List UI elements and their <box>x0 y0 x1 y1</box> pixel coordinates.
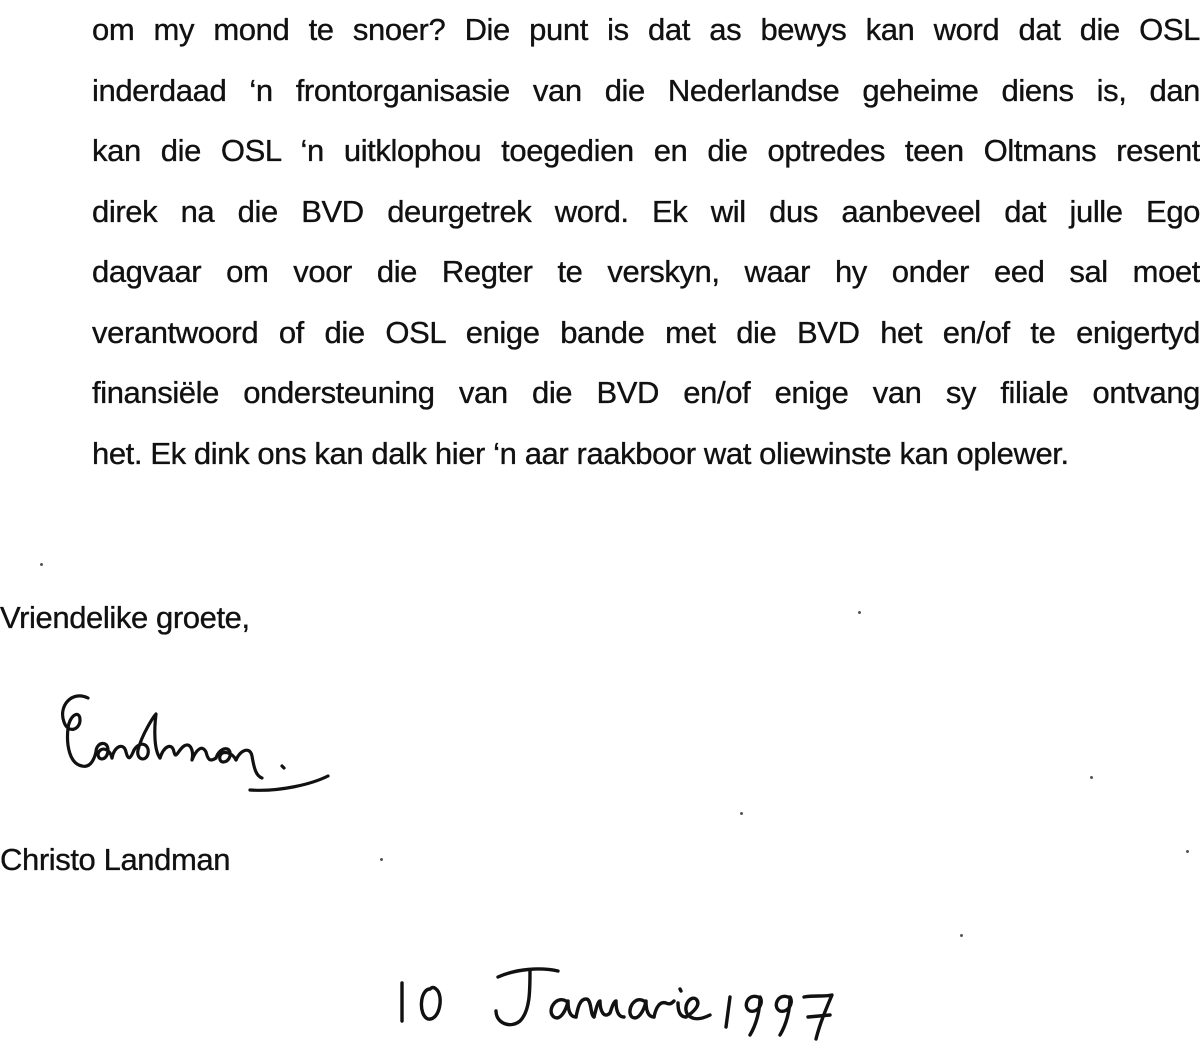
scan-speck <box>858 611 861 614</box>
scan-speck <box>1090 776 1093 779</box>
body-line-2: inderdaad ‘n frontorganisasie van die Nederlandse geheime diens is, dan <box>92 72 1200 108</box>
body-line-7: finansiële ondersteuning van die BVD en/of enige van sy filiale ontvang <box>92 375 1200 410</box>
body-line-5: dagvaar om voor die Regter te verskyn, waar hy onder eed sal moet <box>92 254 1200 289</box>
body-line-6: verantwoord of die OSL enige bande met die BVD het en/of te enigertyd <box>92 314 1200 350</box>
body-line-3: kan die OSL ‘n uitklophou toegedien en die optredes teen Oltmans resent <box>92 133 1200 168</box>
signatory-name: Christo Landman <box>0 842 231 877</box>
scan-speck <box>380 858 383 861</box>
handwritten-date <box>380 955 850 1045</box>
letter-body <box>92 0 1200 484</box>
scan-speck <box>40 563 43 566</box>
scan-speck <box>1186 850 1189 853</box>
body-line-8: het. Ek dink ons kan dalk hier ‘n aar raakboor wat oliewinste kan oplewer. <box>92 435 1069 471</box>
closing-salutation: Vriendelike groete, <box>0 600 250 635</box>
scan-speck <box>740 812 743 815</box>
handwritten-signature <box>50 680 340 810</box>
body-line-4: direk na die BVD deurgetrek word. Ek wil dus aanbeveel dat julle Ego <box>92 193 1200 229</box>
body-line-1: om my mond te snoer? Die punt is dat as bewys kan word dat die OSL <box>92 12 1200 47</box>
scan-speck <box>960 934 963 937</box>
